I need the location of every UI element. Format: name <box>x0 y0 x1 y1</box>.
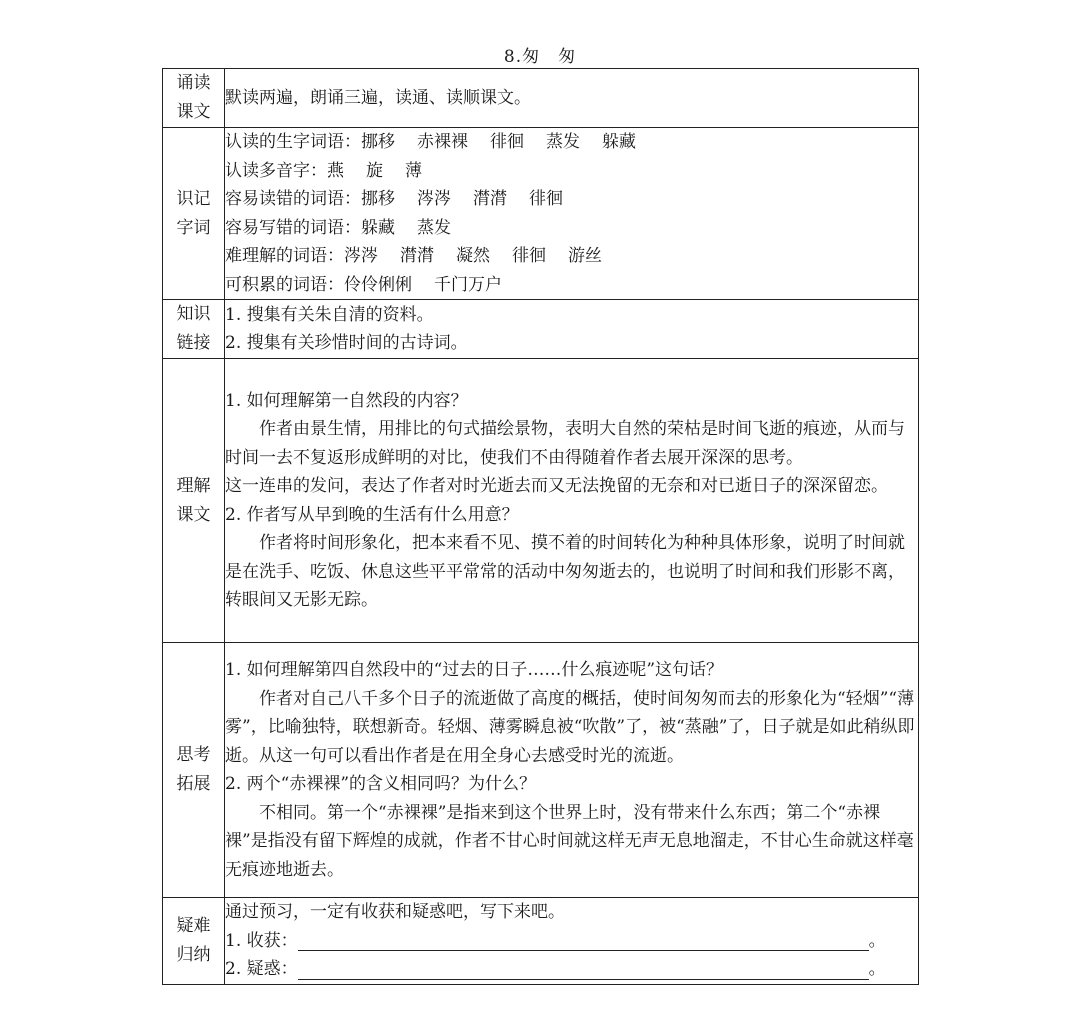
doubt-blank-field[interactable] <box>298 959 869 980</box>
row-label-understanding: 理解 课文 <box>163 359 225 643</box>
vocab-list <box>225 128 919 300</box>
knowledge-item: 1. 搜集有关朱自清的资料。 <box>225 304 434 325</box>
gain-blank-field[interactable] <box>298 930 869 951</box>
gain-line: 1. 收获： 。 <box>225 930 886 951</box>
vocab-line: 难理解的词语：涔涔 潸潸 凝然 徘徊 游丝 <box>225 246 602 266</box>
question-2: 2. 两个“赤裸裸”的含义相同吗？为什么？ <box>225 774 537 794</box>
summary-intro: 通过预习，一定有收获和疑惑吧，写下来吧。 <box>225 902 565 923</box>
vocab-line: 容易读错的词语：挪移 涔涔 潸潸 徘徊 <box>225 189 563 209</box>
answer-1: 作者对自己八千多个日子的流逝做了高度的概括，使时间匆匆而去的形象化为“轻烟”“薄雾”，比喻独特，联想新奇。轻烟、薄雾瞬息被“吹散”了，被“蒸融”了，日子就是如此稍纵即逝。从这一句可以看出作者是在用全身心去感受时光的流逝。 <box>225 688 915 766</box>
row-label-reading: 诵读 课文 <box>163 69 225 128</box>
answer-2: 作者将时间形象化，把本来看不见、摸不着的时间转化为种种具体形象，说明了时间就是在洗手、吃饭、休息这些平平常常的活动中匆匆逝去的，也说明了时间和我们形影不离，转眼间又无影无踪。 <box>225 533 905 610</box>
answer-1: 作者由景生情，用排比的句式描绘景物，表明大自然的荣枯是时间飞逝的痕迹，从而与时间一去不复返形成鲜明的对比，使我们不由得随着作者去展开深深的思考。 <box>225 419 905 468</box>
knowledge-item: 2. 搜集有关珍惜时间的古诗词。 <box>225 333 468 353</box>
answer-2: 不相同。第一个“赤裸裸”是指来到这个世界上时，没有带来什么东西；第二个“赤裸裸”是指没有留下辉煌的成就，作者不甘心时间就这样无声无息地溜走，不甘心生命就这样毫无痕迹地逝去。 <box>225 802 914 880</box>
summary-content <box>225 898 919 985</box>
lesson-number: 8. <box>503 47 523 67</box>
reading-instruction: 默读两遍，朗诵三遍，读通、读顺课文。 <box>225 69 919 128</box>
vocab-line: 认读多音字：燕 旋 薄 <box>225 160 422 181</box>
vocab-line: 认读的生字词语：挪移 赤裸裸 徘徊 蒸发 躲藏 <box>225 132 636 152</box>
question-1: 1. 如何理解第一自然段的内容？ <box>225 390 468 411</box>
row-label-extension: 思考 拓展 <box>163 643 225 898</box>
answer-1-supplement: 这一连串的发问，表达了作者对时光逝去而又无法挽留的无奈和对已逝日子的深深留恋。 <box>225 476 888 496</box>
vocab-line: 容易写错的词语：躲藏 蒸发 <box>225 217 451 238</box>
row-vocab <box>163 128 919 300</box>
knowledge-list <box>225 300 919 359</box>
row-label-knowledge: 知识 链接 <box>163 300 225 359</box>
extension-content <box>225 643 919 898</box>
doubt-line: 2. 疑惑： 。 <box>225 959 886 980</box>
row-reading <box>163 69 919 128</box>
row-knowledge <box>163 300 919 359</box>
lesson-title-char-1: 匆 <box>522 47 541 67</box>
question-2: 2. 作者写从早到晚的生活有什么用意？ <box>225 504 519 525</box>
question-1: 1. 如何理解第四自然段中的“过去的日子……什么痕迹呢”这句话？ <box>225 660 724 680</box>
vocab-line: 可积累的词语：伶伶俐俐 千门万户 <box>225 274 502 295</box>
row-understanding <box>163 359 919 643</box>
lesson-title <box>0 42 1080 67</box>
understanding-content <box>225 359 919 643</box>
row-label-vocab: 识记 字词 <box>163 128 225 300</box>
row-label-summary: 疑难 归纳 <box>163 898 225 985</box>
preview-worksheet-table <box>162 68 919 985</box>
row-summary <box>163 898 919 985</box>
lesson-title-char-2: 匆 <box>558 47 577 67</box>
row-extension <box>163 643 919 898</box>
